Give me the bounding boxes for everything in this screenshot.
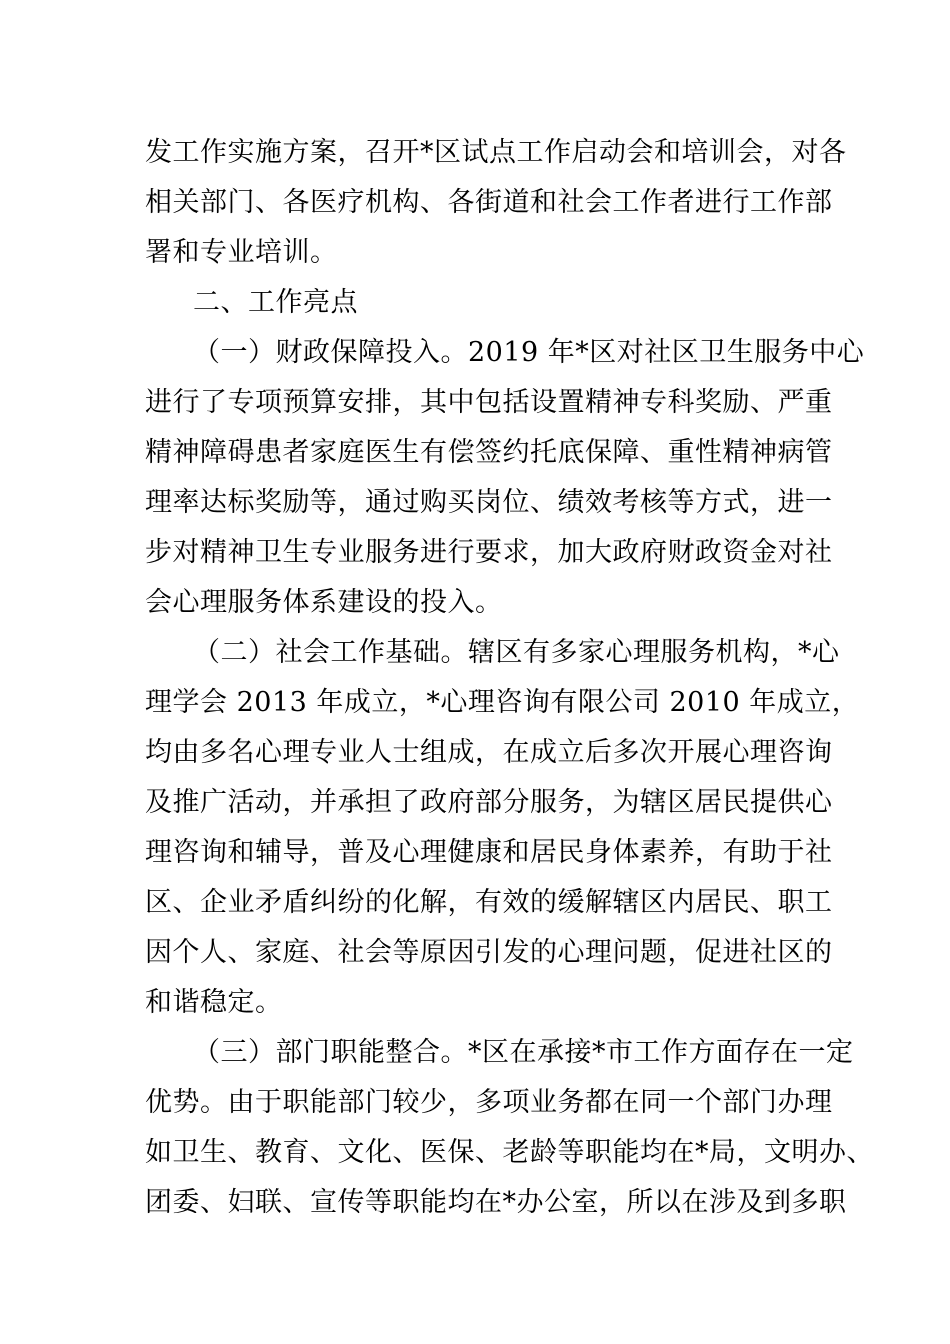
text-line: 优势。由于职能部门较少，多项业务都在同一个部门办理 <box>145 1087 833 1118</box>
text-line: 和谐稳定。 <box>145 987 283 1018</box>
text-line: 团委、妇联、宣传等职能均在*办公室，所以在涉及到多职 <box>145 1187 847 1218</box>
text-line: 进行了专项预算安排，其中包括设置精神专科奖励、严重 <box>145 387 833 418</box>
text-line: 区、企业矛盾纠纷的化解，有效的缓解辖区内居民、职工 <box>145 887 833 918</box>
document-body <box>145 128 874 1228</box>
text-line: 步对精神卫生专业服务进行要求，加大政府财政资金对社 <box>145 537 833 568</box>
subsection-heading-line: （一）财政保障投入。2019 年*区对社区卫生服务中心 <box>193 337 865 368</box>
text-line: 精神障碍患者家庭医生有偿签约托底保障、重性精神病管 <box>145 437 833 468</box>
subsection-heading-line: （三）部门职能整合。*区在承接*市工作方面存在一定 <box>193 1037 854 1068</box>
subsection-heading-line: （二）社会工作基础。辖区有多家心理服务机构，*心 <box>193 637 840 668</box>
text-line: 理咨询和辅导，普及心理健康和居民身体素养，有助于社 <box>145 837 833 868</box>
text-line: 署和专业培训。 <box>145 237 338 268</box>
text-line: 均由多名心理专业人士组成，在成立后多次开展心理咨询 <box>145 737 833 768</box>
text-line: 如卫生、教育、文化、医保、老龄等职能均在*局，文明办、 <box>145 1137 874 1168</box>
text-line: 理率达标奖励等，通过购买岗位、绩效考核等方式，进一 <box>145 487 833 518</box>
text-line: 相关部门、各医疗机构、各街道和社会工作者进行工作部 <box>145 187 833 218</box>
text-line: 因个人、家庭、社会等原因引发的心理问题，促进社区的 <box>145 937 833 968</box>
text-line: 发工作实施方案，召开*区试点工作启动会和培训会，对各 <box>145 137 847 168</box>
text-line: 理学会 2013 年成立，*心理咨询有限公司 2010 年成立， <box>145 687 860 718</box>
section-heading: 二、工作亮点 <box>193 287 358 318</box>
text-line: 会心理服务体系建设的投入。 <box>145 587 503 618</box>
text-line: 及推广活动，并承担了政府部分服务，为辖区居民提供心 <box>145 787 833 818</box>
